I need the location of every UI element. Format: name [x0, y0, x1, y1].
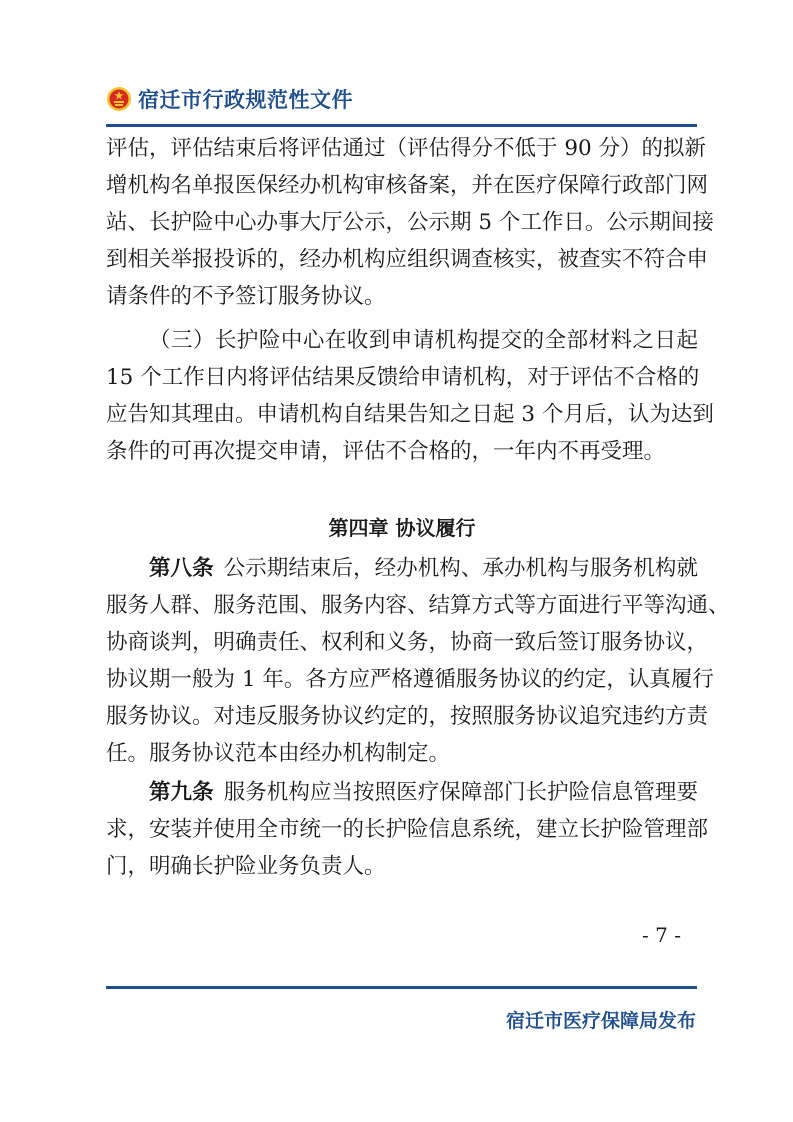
- page-number: - 7 -: [642, 923, 681, 947]
- article-text: 公示期结束后，经办机构、承办机构与服务机构就: [223, 556, 698, 581]
- text-line: 协商谈判，明确责任、权利和义务，协商一致后签订服务协议，: [106, 630, 709, 655]
- article-text: 服务机构应当按照医疗保障部门长护险信息管理要: [223, 780, 698, 805]
- footer-divider: [106, 986, 697, 989]
- text-line: 求，安装并使用全市统一的长护险信息系统，建立长护险管理部: [106, 817, 709, 842]
- text-line: 评估，评估结束后将评估通过（评估得分不低于 90 分）的拟新: [106, 136, 707, 161]
- article-eight: [106, 550, 730, 772]
- text-line: （三）长护险中心在收到申请机构提交的全部材料之日起: [149, 328, 698, 353]
- text-line: 服务人群、服务范围、服务内容、结算方式等方面进行平等沟通、: [106, 593, 730, 618]
- text-line: 站、长护险中心办事大厅公示，公示期 5 个工作日。公示期间接: [106, 210, 714, 235]
- article-label: 第九条: [149, 780, 214, 805]
- paragraph-evaluation: [106, 130, 714, 315]
- text-line: 门，明确长护险业务负责人。: [106, 854, 386, 879]
- article-nine: [106, 774, 709, 885]
- text-line: [106, 550, 698, 587]
- footer-publisher: 宿迁市医疗保障局发布: [505, 1010, 696, 1032]
- text-line: 到相关举报投诉的，经办机构应组织调查核实，被查实不符合申: [106, 247, 709, 272]
- document-header: [106, 84, 353, 114]
- text-line: 协议期一般为 1 年。各方应严格遵循服务协议的约定，认真履行: [106, 667, 714, 692]
- text-line: 条件的可再次提交申请，评估不合格的，一年内不再受理。: [106, 439, 666, 464]
- text-line: 请条件的不予签订服务协议。: [106, 284, 386, 309]
- national-emblem-icon: [106, 86, 132, 112]
- text-line: 任。服务协议范本由经办机构制定。: [106, 741, 451, 766]
- text-line: 服务协议。对违反服务协议约定的，按照服务协议追究违约方责: [106, 704, 709, 729]
- text-line: 15 个工作日内将评估结果反馈给申请机构，对于评估不合格的: [106, 365, 700, 390]
- text-line: 应告知其理由。申请机构自结果告知之日起 3 个月后，认为达到: [106, 402, 714, 427]
- header-divider: [106, 124, 697, 127]
- paragraph-clause-three: [106, 322, 714, 470]
- text-line: [106, 774, 698, 811]
- header-title: 宿迁市行政规范性文件: [138, 88, 353, 112]
- article-label: 第八条: [149, 556, 214, 581]
- chapter-title: 第四章 协议履行: [328, 516, 476, 540]
- text-line: 增机构名单报医保经办机构审核备案，并在医疗保障行政部门网: [106, 173, 709, 198]
